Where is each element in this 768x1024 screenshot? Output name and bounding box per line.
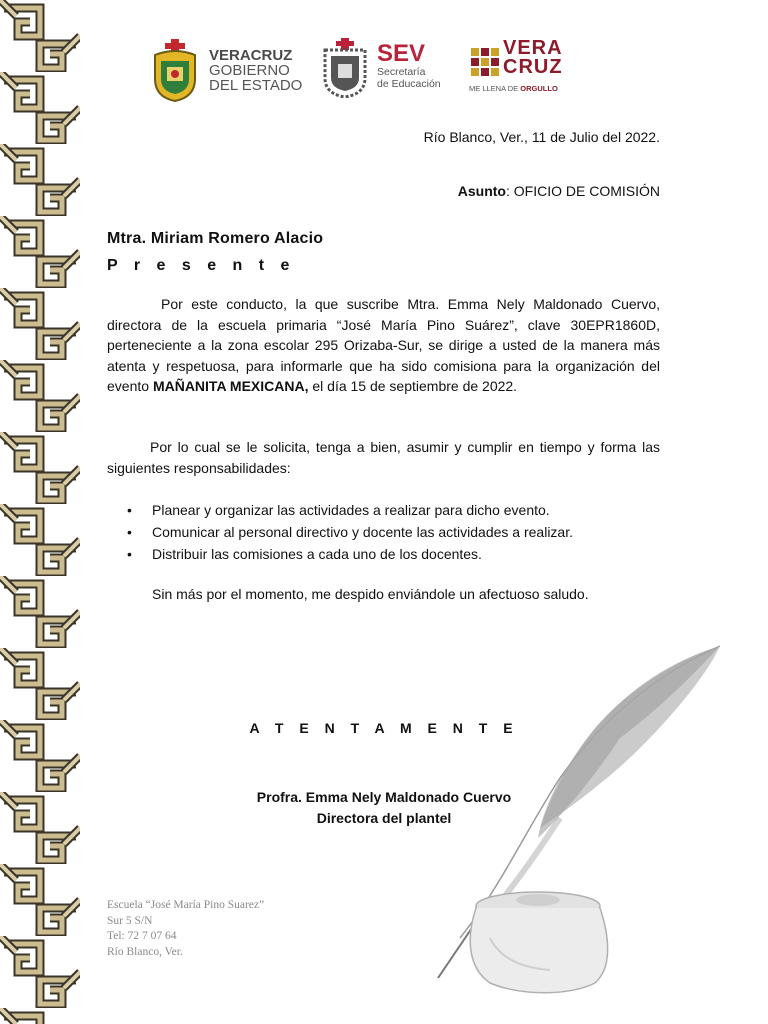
closing-line: Sin más por el momento, me despido enviándole un afectuoso saludo. [152, 586, 589, 602]
signer-name: Profra. Emma Nely Maldonado Cuervo [256, 789, 512, 805]
brand-tagline-start: ME LLENA DE [469, 84, 521, 93]
brand-line-2: CRUZ [503, 56, 563, 78]
footer-street: Sur 5 S/N [107, 914, 153, 927]
letterhead-logos [145, 36, 565, 106]
sev-acronym: SEV [377, 40, 426, 67]
event-name: MAÑANITA MEXICANA, [152, 378, 309, 394]
sev-line-1: Secretaría [377, 66, 426, 78]
letter-date: Río Blanco, Ver., 11 de Julio del 2022. [423, 129, 660, 145]
brand-tagline-bold: ORGULLO [520, 84, 558, 93]
brand-tagline [469, 84, 558, 93]
p1-end: el día 15 de septiembre de 2022. [308, 378, 518, 394]
salutation: P r e s e n t e [107, 257, 296, 274]
list-item: • Planear y organizar las actividades a realizar para dicho evento. [107, 499, 667, 521]
decorative-border [0, 0, 80, 1024]
veracruz-brand-logo [503, 39, 563, 77]
letter-subject [458, 183, 660, 199]
recipient-name: Mtra. Miriam Romero Alacio [107, 230, 324, 247]
footer-school: Escuela “José María Pino Suarez” [107, 899, 265, 911]
atentamente-label: A T E N T A M E N T E [249, 720, 519, 736]
gobierno-line-2: GOBIERNO [209, 62, 290, 79]
list-item: • Distribuir las comisiones a cada uno de los docentes. [107, 543, 667, 565]
sev-line-2: de Educación [377, 78, 441, 90]
subject-label: Asunto [457, 183, 506, 199]
gobierno-line-3: DEL ESTADO [209, 77, 303, 94]
signature-block [0, 787, 768, 829]
body-paragraph-1 [107, 294, 660, 397]
veracruz-gobierno-logo [209, 48, 302, 93]
gobierno-line-1: VERACRUZ [209, 47, 293, 64]
brand-line-1: VERA [503, 37, 563, 59]
school-address-footer [107, 898, 264, 960]
sev-emblem-icon [321, 38, 369, 98]
body-paragraph-2: Por lo cual se le solicita, tenga a bien, asumir y cumplir en tiempo y forma las siguientes responsabilidades: [107, 439, 660, 476]
footer-city: Río Blanco, Ver. [107, 945, 183, 958]
list-item: • Comunicar al personal directivo y docente las actividades a realizar. [107, 521, 667, 543]
responsibilities-list [107, 499, 667, 565]
signer-title: Directora del plantel [316, 810, 452, 826]
veracruz-brand-knot-icon [469, 46, 501, 78]
subject-value: : OFICIO DE COMISIÓN [505, 183, 660, 199]
veracruz-coat-of-arms-icon [149, 39, 201, 103]
footer-phone: Tel: 72 7 07 64 [107, 930, 177, 942]
p1-start: Por este conducto, la que suscribe Mtra. Emma Nely Maldonado Cuervo, directora de la escuela primaria “José María Pino Suárez”, clave 30EPR1860D, perteneciente a la zona escolar 295 Orizaba-Sur, se dirige a usted de la manera más atenta y respetuosa, para informarle que ha sido comisiona para la organización del evento [107, 296, 660, 394]
sev-logo [377, 42, 441, 90]
